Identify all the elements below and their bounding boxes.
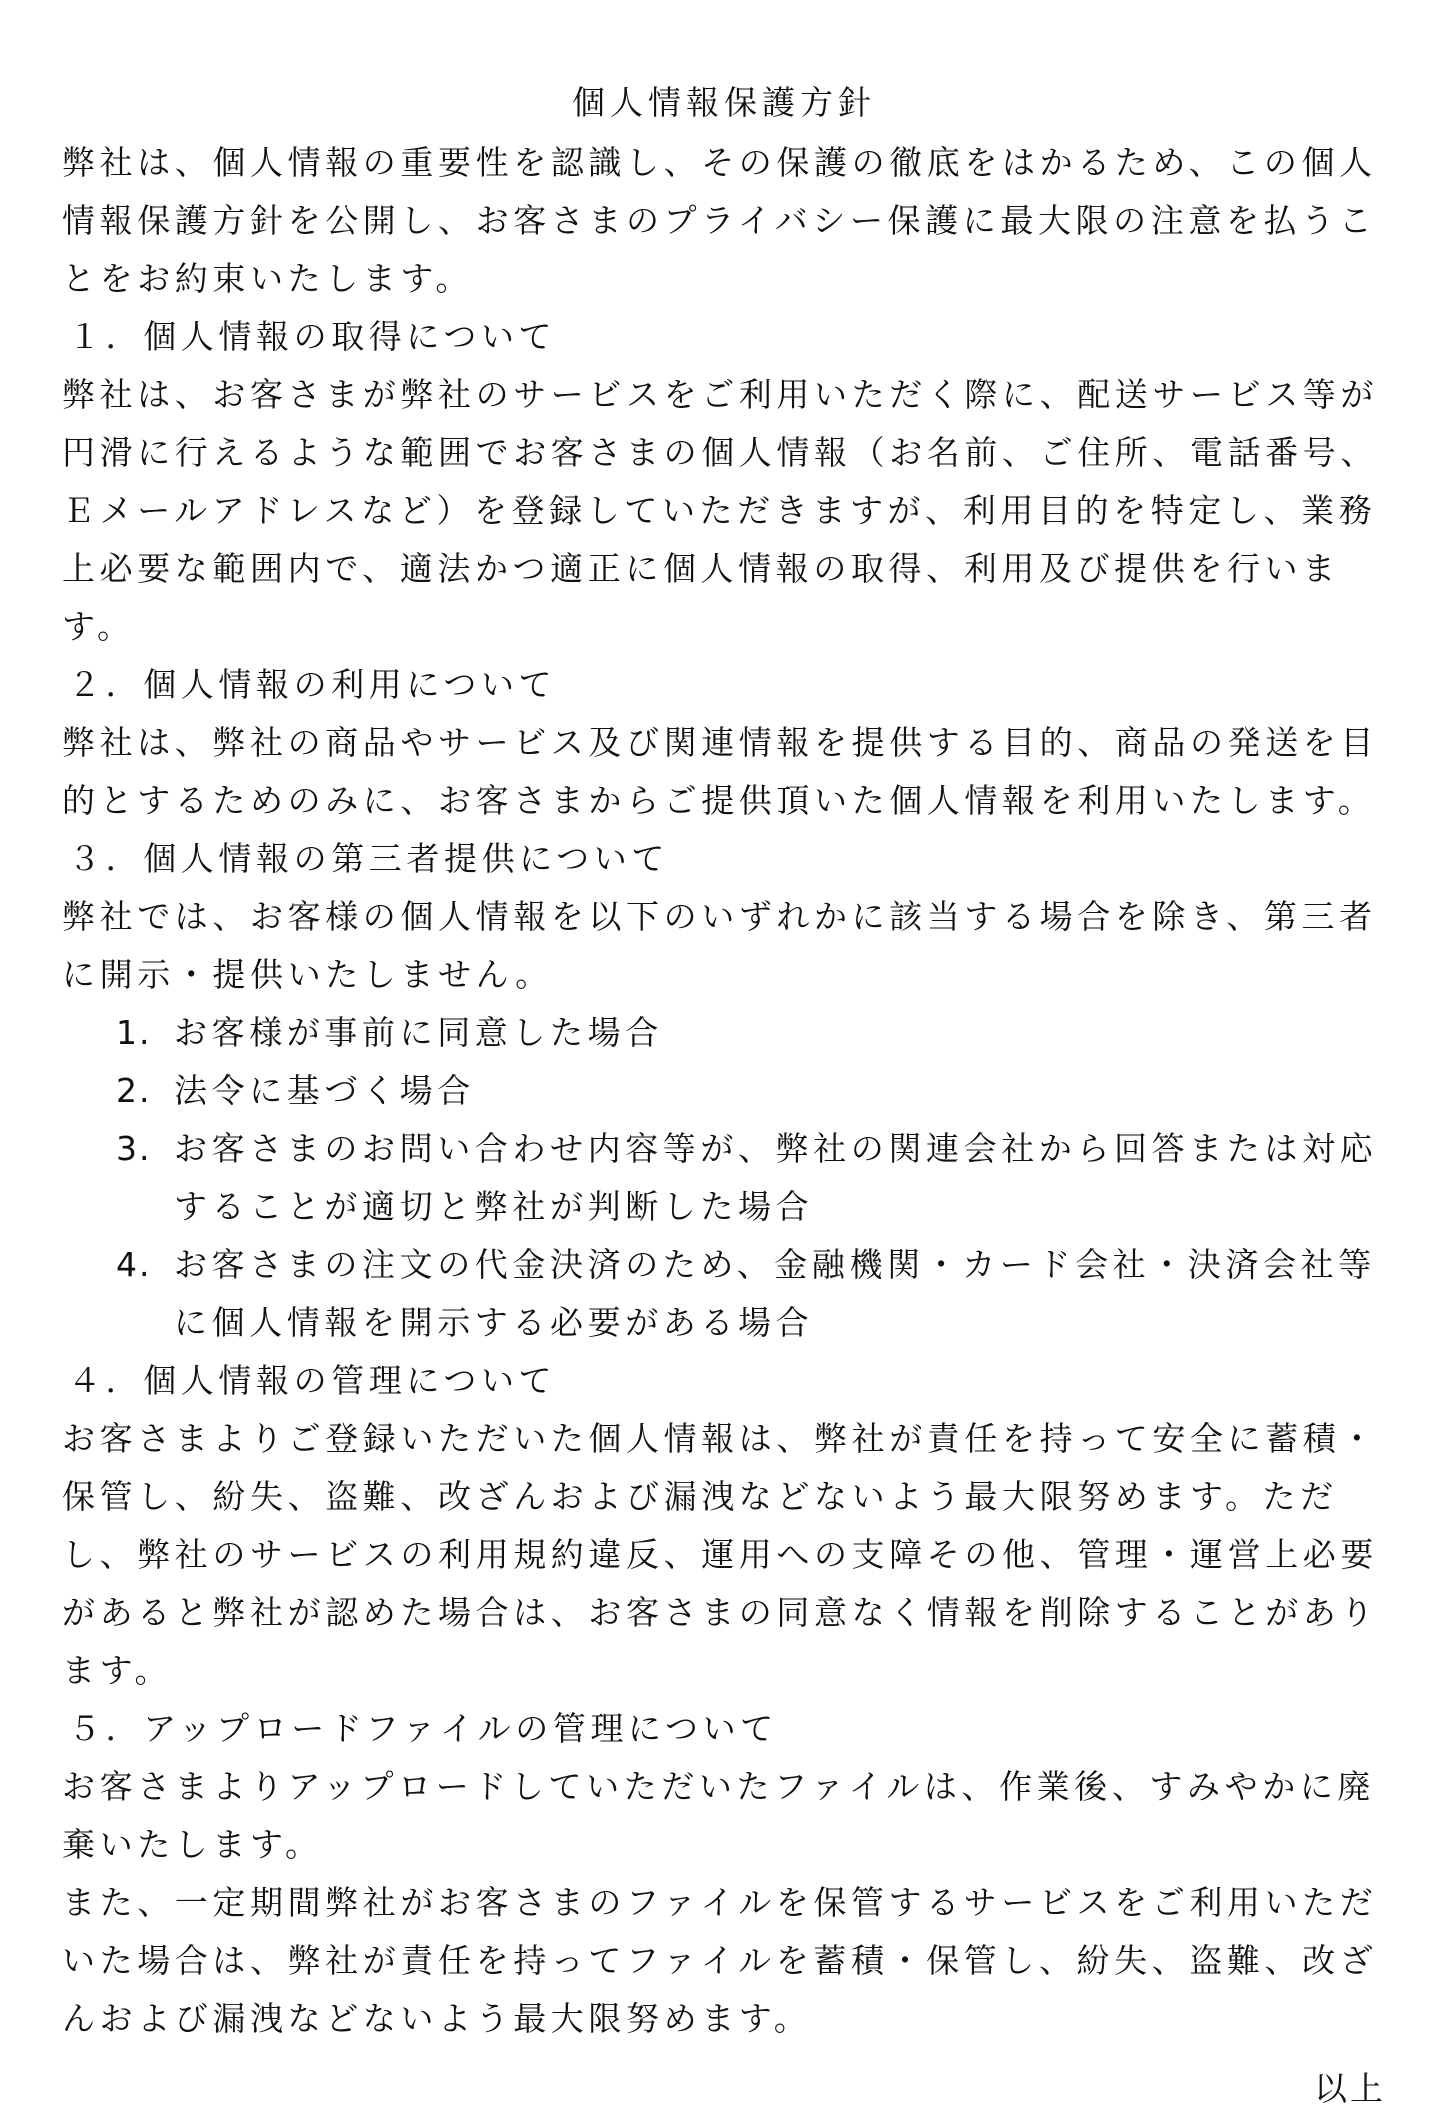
- list-item-text: お客様が事前に同意した場合: [174, 1013, 663, 1052]
- list-item-number: 1.: [116, 1013, 152, 1052]
- section-management: [62, 1352, 1386, 1700]
- list-item: [62, 1004, 1386, 1062]
- section-paragraph: 弊社は、お客さまが弊社のサービスをご利用いただく際に、配送サービス等が円滑に行えるような範囲でお客さまの個人情報（お名前、ご住所、電話番号、Ｅメールアドレスなど）を登録していただきますが、利用目的を特定し、業務上必要な範囲内で、適法かつ適正に個人情報の取得、利用及び提供を行います。: [62, 375, 1378, 646]
- intro-paragraph: 弊社は、個人情報の重要性を認識し、その保護の徹底をはかるため、この個人情報保護方針を公開し、お客さまのプライバシー保護に最大限の注意を払うことをお約束いたします。: [62, 143, 1377, 298]
- list-item: [62, 1236, 1386, 1352]
- list-item: [62, 1120, 1386, 1236]
- section-heading: １．個人情報の取得について: [68, 317, 557, 356]
- section-paragraph: また、一定期間弊社がお客さまのファイルを保管するサービスをご利用いただいた場合は、弊社が責任を持ってファイルを蓄積・保管し、紛失、盗難、改ざんおよび漏洩などないよう最大限努めます。: [62, 1883, 1378, 2038]
- list-item-number: 3.: [116, 1129, 152, 1168]
- list-item-text: お客さまの注文の代金決済のため、金融機関・カード会社・決済会社等に個人情報を開示する必要がある場合: [174, 1245, 1376, 1342]
- section-paragraph: 弊社は、弊社の商品やサービス及び関連情報を提供する目的、商品の発送を目的とするためのみに、お客さまからご提供頂いた個人情報を利用いたします。: [62, 723, 1378, 820]
- section-heading: ２．個人情報の利用について: [68, 665, 557, 704]
- section-paragraph: お客さまよりご登録いただいた個人情報は、弊社が責任を持って安全に蓄積・保管し、紛失、盗難、改ざんおよび漏洩などないよう最大限努めます。ただし、弊社のサービスの利用規約違反、運用への支障その他、管理・運営上必要があると弊社が認めた場合は、お客さまの同意なく情報を削除することがあります。: [62, 1419, 1378, 1690]
- section-paragraph: 弊社では、お客様の個人情報を以下のいずれかに該当する場合を除き、第三者に開示・提供いたしません。: [62, 897, 1377, 994]
- section-usage: [62, 656, 1386, 830]
- section-acquisition: [62, 308, 1386, 656]
- list-item-number: 4.: [116, 1245, 152, 1284]
- list-item: [62, 1062, 1386, 1120]
- section-heading: ５．アップロードファイルの管理について: [68, 1709, 778, 1748]
- list-item-text: 法令に基づく場合: [174, 1071, 475, 1110]
- section-heading: ３．個人情報の第三者提供について: [68, 839, 669, 878]
- closing-mark: 以上: [1314, 2069, 1386, 2108]
- list-item-number: 2.: [116, 1071, 152, 1110]
- section-heading: ４．個人情報の管理について: [68, 1361, 557, 1400]
- privacy-policy-document: [62, 72, 1386, 2118]
- section-third-party: [62, 830, 1386, 1352]
- page-title: 個人情報保護方針: [572, 83, 876, 122]
- section-paragraph: お客さまよりアップロードしていただいたファイルは、作業後、すみやかに廃棄いたします。: [62, 1767, 1376, 1864]
- section-upload-files: [62, 1700, 1386, 2048]
- exception-list: [62, 1004, 1386, 1352]
- list-item-text: お客さまのお問い合わせ内容等が、弊社の関連会社から回答または対応することが適切と弊社が判断した場合: [174, 1129, 1378, 1226]
